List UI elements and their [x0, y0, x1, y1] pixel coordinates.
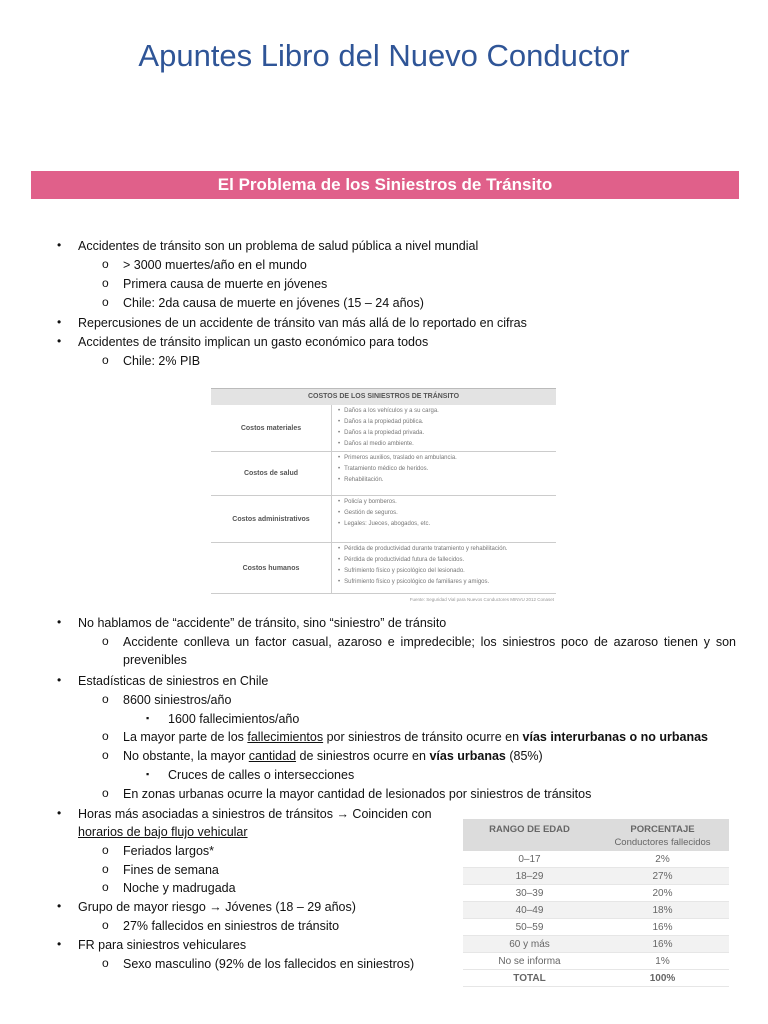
list-item: No hablamos de “accidente” de tránsito, sino “siniestro” de tránsito — [78, 616, 447, 630]
costs-item — [338, 428, 556, 439]
costs-item — [338, 577, 556, 588]
sub-marker: o — [102, 786, 109, 800]
costs-item — [338, 475, 556, 486]
section-banner — [31, 171, 739, 199]
list-item: Cruces de calles o intersecciones — [168, 768, 355, 782]
costs-category: Costos administrativos — [232, 515, 310, 523]
subsub-marker: ▪ — [146, 769, 150, 779]
bullet-marker: • — [338, 546, 341, 552]
age-table-header — [463, 819, 729, 851]
age-table-total-row — [463, 970, 729, 987]
costs-category: Costos de salud — [243, 470, 299, 477]
costs-item — [338, 453, 556, 464]
sub-marker: o — [102, 295, 109, 309]
sub-marker: o — [102, 918, 109, 932]
pct-col-header — [596, 819, 729, 851]
bullet-marker: • — [338, 568, 341, 574]
costs-category: Costos materiales — [240, 424, 302, 432]
bullet-marker: • — [57, 806, 62, 820]
sub-marker: o — [102, 843, 109, 857]
sub-marker: o — [102, 634, 109, 648]
list-item: Chile: 2da causa de muerte en jóvenes (15 – 24 años) — [123, 296, 424, 310]
list-item: Estadísticas de siniestros en Chile — [78, 674, 269, 688]
text-run: de siniestros ocurre en — [296, 749, 430, 763]
sub-marker: o — [102, 956, 109, 970]
costs-item-text: Daños a la propiedad privada. — [344, 430, 425, 436]
list-item: Fines de semana — [123, 863, 219, 877]
list-item: Noche y madrugada — [123, 881, 236, 895]
bullet-marker: • — [338, 455, 341, 461]
costs-table-header: COSTOS DE LOS SINIESTROS DE TRÁNSITO — [211, 389, 556, 405]
costs-item-text: Tratamiento médico de heridos. — [344, 466, 429, 472]
percentage-cell: 1% — [655, 955, 670, 967]
costs-item — [338, 439, 556, 450]
text-run: por siniestros de tránsito ocurre en — [323, 730, 523, 744]
costs-item — [338, 566, 556, 577]
age-range-cell: 0–17 — [518, 853, 541, 865]
list-item: 27% fallecidos en siniestros de tránsito — [123, 919, 340, 933]
bullet-marker: • — [57, 315, 62, 329]
percentage-cell: 18% — [652, 904, 673, 916]
text-run: La mayor parte de los — [123, 730, 248, 744]
costs-item — [338, 497, 556, 508]
list-item: Chile: 2% PIB — [123, 354, 201, 368]
sub-marker: o — [102, 748, 109, 762]
costs-item — [338, 555, 556, 566]
list-item: FR para siniestros vehiculares — [78, 938, 247, 952]
percentage-cell: 16% — [652, 921, 673, 933]
bullet-marker: • — [57, 334, 62, 348]
bullet-marker: • — [338, 466, 341, 472]
bullet-marker: • — [57, 937, 62, 951]
list-item: Horas más asociadas a siniestros de tránsitos → Coinciden con — [78, 807, 432, 821]
costs-table — [211, 388, 556, 607]
bullet-marker: • — [57, 615, 62, 629]
bullet-marker: • — [338, 579, 341, 585]
costs-item-text: Policía y bomberos. — [344, 499, 397, 505]
costs-table-row — [211, 405, 556, 452]
list-item-continuation: horarios de bajo flujo vehicular — [78, 825, 248, 839]
underlined-text: fallecimientos — [247, 730, 324, 744]
costs-table-row — [211, 496, 556, 543]
bold-text: vías interurbanas o no urbanas — [522, 730, 708, 744]
total-value: 100% — [649, 972, 676, 984]
list-item — [123, 728, 708, 746]
costs-category: Costos humanos — [242, 564, 300, 572]
table-row — [463, 936, 729, 953]
list-item: > 3000 muertes/año en el mundo — [123, 258, 307, 272]
list-item: Accidente conlleva un factor casual, azaroso e impredecible; los siniestros poco de azaroso tienen y son prevenibles — [123, 635, 736, 667]
bullet-marker: • — [338, 499, 341, 505]
list-item: Sexo masculino (92% de los fallecidos en siniestros) — [123, 957, 415, 971]
costs-item-text: Sufrimiento físico y psicológico de familiares y amigos. — [344, 579, 490, 585]
sub-marker: o — [102, 276, 109, 290]
costs-table-body — [211, 405, 556, 594]
age-range-cell: 50–59 — [515, 921, 544, 933]
costs-item-text: Daños a la propiedad pública. — [344, 419, 424, 425]
age-range-cell: 40–49 — [515, 904, 544, 916]
pct-col-title: PORCENTAJE — [630, 824, 695, 835]
costs-item — [338, 544, 556, 555]
bullet-marker: • — [57, 899, 62, 913]
bullet-marker: • — [57, 673, 62, 687]
costs-items — [331, 543, 556, 593]
bullet-marker: • — [57, 238, 62, 252]
sub-marker: o — [102, 880, 109, 894]
costs-item-text: Pérdida de productividad futura de fallecidos. — [344, 557, 465, 563]
list-item: Primera causa de muerte en jóvenes — [123, 277, 328, 291]
age-col-header: RANGO DE EDAD — [489, 824, 570, 835]
sub-marker: o — [102, 862, 109, 876]
costs-item-text: Rehabilitación. — [344, 477, 384, 483]
age-range-cell: 18–29 — [515, 870, 544, 882]
table-row — [463, 919, 729, 936]
bullet-marker: • — [338, 557, 341, 563]
sub-marker: o — [102, 353, 109, 367]
percentage-cell: 27% — [652, 870, 673, 882]
costs-item-text: Legales: Jueces, abogados, etc. — [344, 521, 431, 527]
costs-item-text: Sufrimiento físico y psicológico del lesionado. — [344, 568, 465, 574]
page-title: Apuntes Libro del Nuevo Conductor — [138, 38, 630, 73]
pct-col-subtitle: Conductores fallecidos — [614, 837, 711, 848]
list-item — [123, 747, 543, 765]
costs-item — [338, 464, 556, 475]
age-range-cell: 30–39 — [515, 887, 544, 899]
costs-item-text: Gestión de seguros. — [344, 510, 398, 516]
costs-table-row — [211, 543, 556, 594]
age-range-cell: 60 y más — [509, 938, 550, 950]
table-row — [463, 885, 729, 902]
costs-item — [338, 417, 556, 428]
costs-item — [338, 406, 556, 417]
percentage-cell: 16% — [652, 938, 673, 950]
total-label: TOTAL — [513, 972, 546, 984]
costs-item-text: Primeros auxilios, traslado en ambulancia. — [344, 455, 457, 461]
sub-marker: o — [102, 729, 109, 743]
list-item: Repercusiones de un accidente de tránsito van más allá de lo reportado en cifras — [78, 316, 527, 330]
bullet-marker: • — [338, 521, 341, 527]
table-row — [463, 868, 729, 885]
list-item: Feriados largos* — [123, 844, 215, 858]
subsub-marker: ▪ — [146, 713, 150, 723]
list-item: En zonas urbanas ocurre la mayor cantidad de lesionados por siniestros de tránsitos — [123, 787, 592, 801]
text-run: No obstante, la mayor — [123, 749, 249, 763]
list-item: 8600 siniestros/año — [123, 693, 232, 707]
text-run: (85%) — [505, 749, 543, 763]
bullet-marker: • — [338, 419, 341, 425]
list-item: Accidentes de tránsito son un problema de salud pública a nivel mundial — [78, 239, 479, 253]
age-range-cell: No se informa — [498, 955, 561, 967]
costs-item — [338, 519, 556, 530]
costs-item-text: Daños a los vehículos y a su carga. — [344, 408, 439, 414]
list-item: Accidentes de tránsito implican un gasto económico para todos — [78, 335, 429, 349]
bullet-marker: • — [338, 430, 341, 436]
bold-text: vías urbanas — [429, 749, 506, 763]
bullet-marker: • — [338, 441, 341, 447]
age-table — [463, 819, 729, 987]
costs-items — [331, 496, 556, 542]
costs-item — [338, 508, 556, 519]
table-row — [463, 851, 729, 868]
list-item: 1600 fallecimientos/año — [168, 712, 300, 726]
costs-items — [331, 452, 556, 495]
costs-table-source: Fuente: Seguridad Vial para Nuevos Conductores MINVU 2012 Conaset — [409, 597, 554, 602]
list-item: Grupo de mayor riesgo → Jóvenes (18 – 29 años) — [78, 900, 356, 914]
age-table-body — [463, 851, 729, 970]
sub-marker: o — [102, 692, 109, 706]
costs-item-text: Daños al medio ambiente. — [344, 441, 414, 447]
table-row — [463, 953, 729, 970]
section-banner-text: El Problema de los Siniestros de Tránsito — [217, 175, 553, 194]
underlined-text: cantidad — [248, 749, 297, 763]
bullet-marker: • — [338, 477, 341, 483]
costs-items — [331, 405, 556, 451]
bullet-marker: • — [338, 510, 341, 516]
percentage-cell: 20% — [652, 887, 673, 899]
table-row — [463, 902, 729, 919]
costs-table-row — [211, 452, 556, 496]
costs-item-text: Pérdida de productividad durante tratamiento y rehabilitación. — [344, 546, 508, 552]
percentage-cell: 2% — [655, 853, 670, 865]
bullet-marker: • — [338, 408, 341, 414]
sub-marker: o — [102, 257, 109, 271]
